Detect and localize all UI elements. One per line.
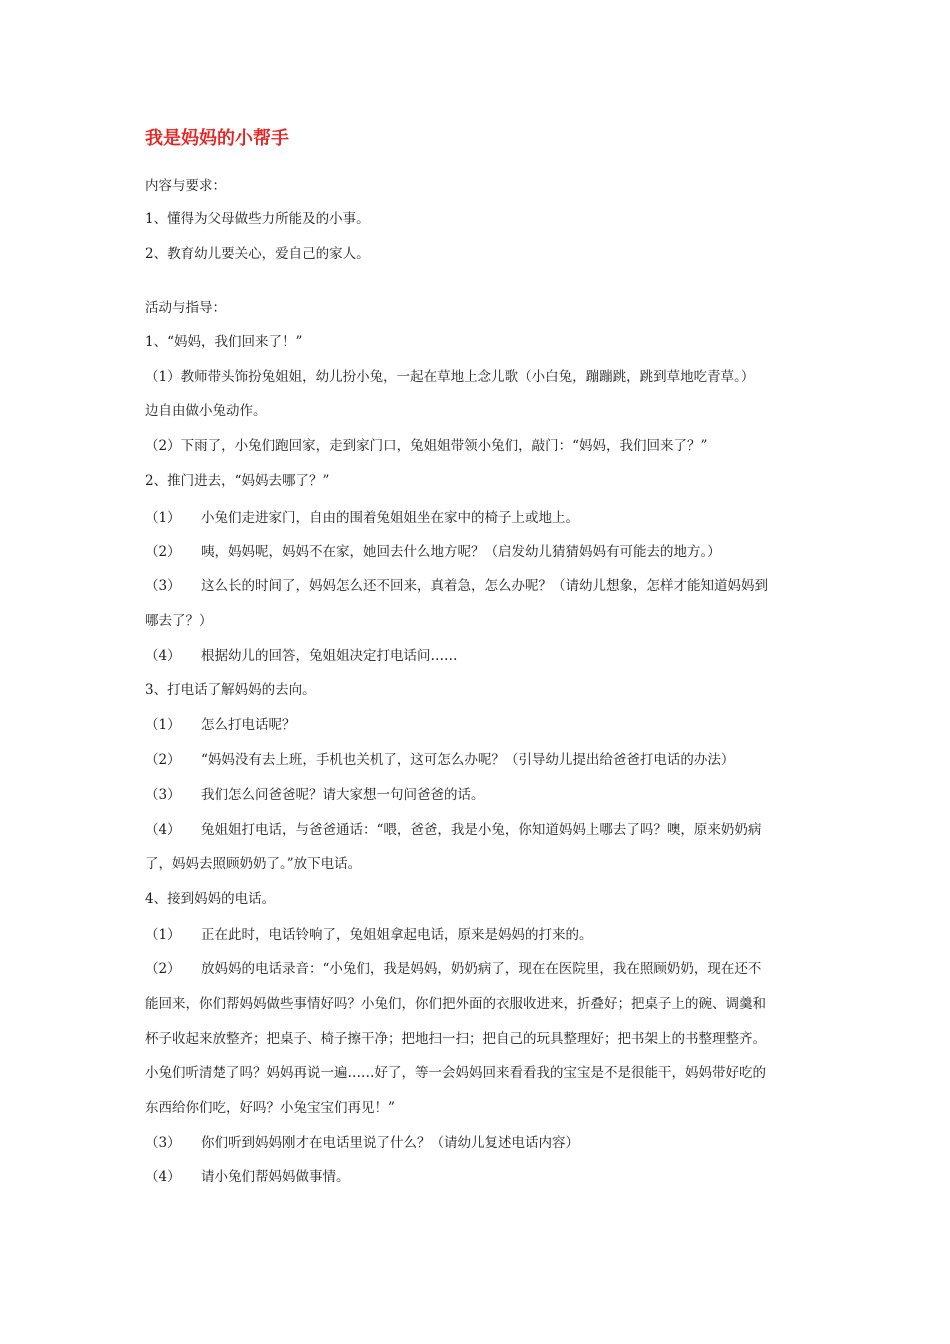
requirement-item: 2、教育幼儿要关心，爱自己的家人。 <box>145 246 370 262</box>
item-number: （1） <box>145 717 181 733</box>
numbered-item <box>145 959 810 979</box>
section-heading-requirements: 内容与要求： <box>145 178 226 194</box>
item-text: 正在此时，电话铃响了，兔姐姐拿起电话，原来是妈妈的打来的。 <box>201 927 593 943</box>
numbered-item <box>145 576 810 596</box>
paragraph-line: （2）下雨了，小兔们跑回家，走到家门口，兔姐姐带领小兔们，敲门：“妈妈，我们回来了？” <box>145 438 708 454</box>
item-number: （4） <box>145 648 181 664</box>
numbered-item <box>145 750 810 770</box>
activity-step-heading: 2、推门进去，“妈妈去哪了？” <box>145 473 330 489</box>
item-number: （2） <box>145 961 181 977</box>
numbered-item <box>145 1133 810 1153</box>
item-number: （1） <box>145 927 181 943</box>
numbered-item <box>145 820 810 840</box>
paragraph-line: （1）教师带头饰扮兔姐姐，幼儿扮小兔，一起在草地上念儿歌（小白兔，蹦蹦跳，跳到草地吃青草。） <box>145 369 755 385</box>
item-text: 兔姐姐打电话，与爸爸通话：“喂，爸爸，我是小兔，你知道妈妈上哪去了吗？噢，原来奶奶病 <box>201 822 762 838</box>
item-text: 请小兔们帮妈妈做事情。 <box>201 1169 350 1185</box>
activity-step-heading: 1、“妈妈，我们回来了！” <box>145 334 303 350</box>
item-text: 小兔们走进家门，自由的围着兔姐姐坐在家中的椅子上或地上。 <box>201 510 579 526</box>
item-text: 我们怎么问爸爸呢？请大家想一句问爸爸的话。 <box>201 787 485 803</box>
item-number: （1） <box>145 510 181 526</box>
document-title: 我是妈妈的小帮手 <box>145 128 289 149</box>
numbered-item <box>145 508 810 528</box>
activity-step-heading: 4、接到妈妈的电话。 <box>145 891 276 907</box>
item-text: 根据幼儿的回答，兔姐姐决定打电话问…… <box>201 648 458 664</box>
item-text: 放妈妈的电话录音：“小兔们，我是妈妈，奶奶病了，现在在医院里，我在照顾奶奶，现在还不 <box>201 961 762 977</box>
item-number: （4） <box>145 822 181 838</box>
numbered-item <box>145 542 810 562</box>
numbered-item <box>145 925 810 945</box>
item-text: 你们听到妈妈刚才在电话里说了什么？（请幼儿复述电话内容） <box>201 1135 579 1151</box>
activity-step-heading: 3、打电话了解妈妈的去向。 <box>145 682 316 698</box>
item-number: （4） <box>145 1169 181 1185</box>
item-text: “妈妈没有去上班，手机也关机了，这可怎么办呢？（引导幼儿提出给爸爸打电话的办法） <box>201 752 735 768</box>
item-text: 怎么打电话呢？ <box>201 717 296 733</box>
requirement-item: 1、懂得为父母做些力所能及的小事。 <box>145 211 370 227</box>
numbered-item <box>145 715 810 735</box>
item-number: （3） <box>145 578 181 594</box>
item-number: （3） <box>145 787 181 803</box>
section-heading-activities: 活动与指导： <box>145 300 226 316</box>
paragraph-line: 哪去了？） <box>145 613 213 629</box>
paragraph-line: 边自由做小兔动作。 <box>145 403 267 419</box>
item-text: 咦，妈妈呢，妈妈不在家，她回去什么地方呢？（启发幼儿猜猜妈妈有可能去的地方。） <box>201 544 721 560</box>
paragraph-line: 了，妈妈去照顾奶奶了。”放下电话。 <box>145 856 362 872</box>
numbered-item <box>145 785 810 805</box>
paragraph-line: 杯子收起来放整齐；把桌子、椅子擦干净；把地扫一扫；把自己的玩具整理好；把书架上的书整理整齐。 <box>145 1031 766 1047</box>
item-number: （3） <box>145 1135 181 1151</box>
item-number: （2） <box>145 544 181 560</box>
item-number: （2） <box>145 752 181 768</box>
numbered-item <box>145 646 810 666</box>
paragraph-line: 小兔们听清楚了吗？妈妈再说一遍……好了，等一会妈妈回来看看我的宝宝是不是很能干，妈妈带好吃的 <box>145 1065 766 1081</box>
paragraph-line: 东西给你们吃，好吗？小兔宝宝们再见！” <box>145 1100 395 1116</box>
paragraph-line: 能回来，你们帮妈妈做些事情好吗？小兔们，你们把外面的衣服收进来，折叠好；把桌子上的碗、调羹和 <box>145 996 766 1012</box>
numbered-item <box>145 1167 810 1187</box>
item-text: 这么长的时间了，妈妈怎么还不回来，真着急，怎么办呢？（请幼儿想象，怎样才能知道妈妈到 <box>201 578 768 594</box>
